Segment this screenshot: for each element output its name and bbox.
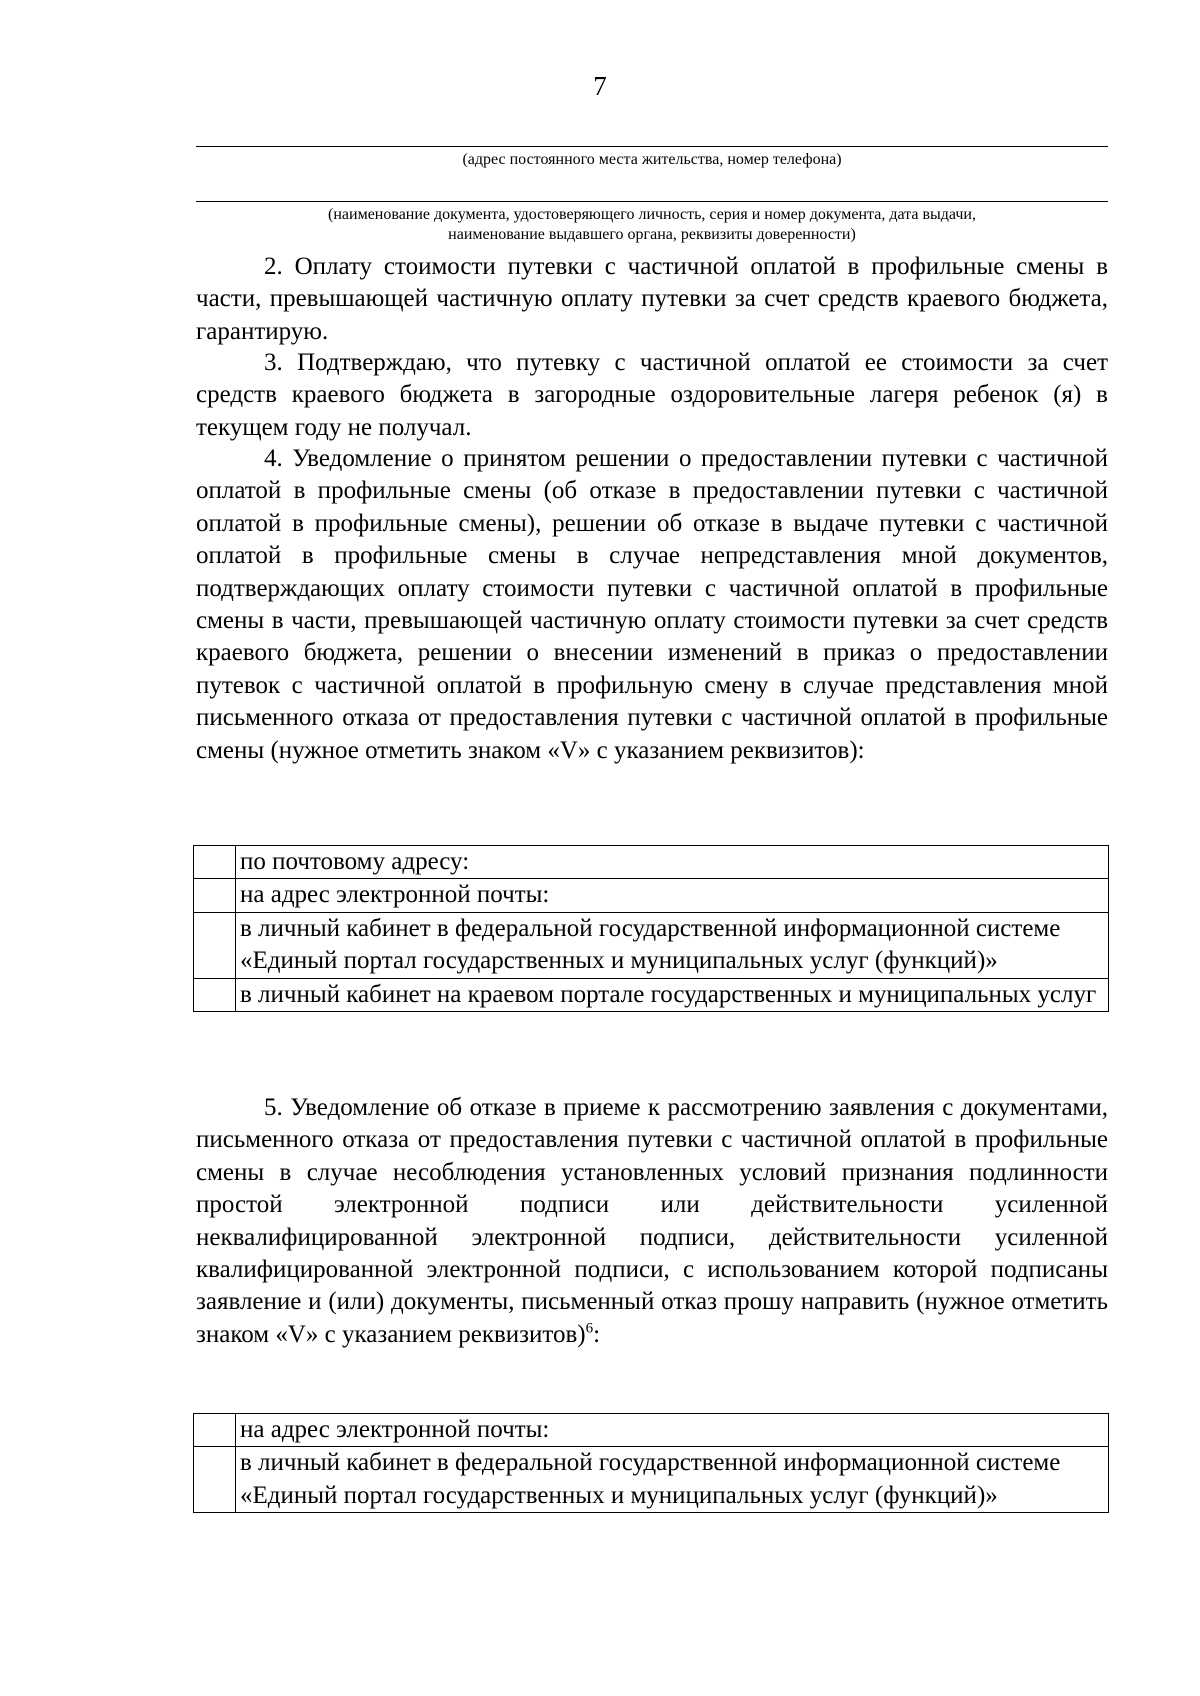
identity-document-caption-line2: наименование выдавшего органа, реквизиты доверенности) [448, 226, 856, 243]
table-row [194, 879, 1109, 912]
footnote-marker: 6 [585, 1320, 594, 1337]
notification-options-table [193, 845, 1109, 1012]
address-caption: (адрес постоянного места жительства, номер телефона) [462, 151, 842, 168]
checkbox-cell-email[interactable] [194, 879, 236, 912]
checkbox-cell-email-refusal[interactable] [194, 1414, 236, 1447]
paragraph-2: 2. Оплату стоимости путевки с частичной оплатой в профильные смены в части, превышающей частичную оплату путевки за счет средств краевого бюджета, гарантирую. [196, 253, 1108, 345]
table-row [194, 1414, 1109, 1447]
table-row [194, 912, 1109, 978]
paragraph-5-end: : [593, 1320, 601, 1348]
checkbox-cell-postal-address[interactable] [194, 846, 236, 879]
option-regional-portal: в личный кабинет на краевом портале государственных и муниципальных услуг [236, 978, 1109, 1011]
option-email: на адрес электронной почты: [236, 879, 1109, 912]
checkbox-cell-federal-portal-refusal[interactable] [194, 1447, 236, 1513]
paragraph-3: 3. Подтверждаю, что путевку с частичной оплатой ее стоимости за счет средств краевого бюджета в загородные оздоровительные лагеря ребенок (я) в текущем году не получал. [196, 349, 1108, 441]
option-postal-address: по почтовому адресу: [236, 846, 1109, 879]
table-row [194, 978, 1109, 1011]
refusal-notification-options-table [193, 1413, 1109, 1513]
checkbox-cell-federal-portal[interactable] [194, 912, 236, 978]
page-number: 7 [593, 71, 607, 101]
option-federal-portal: в личный кабинет в федеральной государственной информационной системе «Единый портал государственных и муниципальных услуг (функций)» [236, 912, 1109, 978]
option-email-refusal: на адрес электронной почты: [236, 1414, 1109, 1447]
checkbox-cell-regional-portal[interactable] [194, 978, 236, 1011]
option-federal-portal-refusal: в личный кабинет в федеральной государственной информационной системе «Единый портал государственных и муниципальных услуг (функций)» [236, 1447, 1109, 1513]
identity-document-caption-line1: (наименование документа, удостоверяющего личность, серия и номер документа, дата выдачи, [328, 206, 976, 223]
table-row [194, 846, 1109, 879]
paragraph-5-text: 5. Уведомление об отказе в приеме к рассмотрению заявления с документами, письменного отказа от предоставления путевки с частичной оплатой в профильные смены в случае несоблюдения установленных условий признания подлинности простой электронной подписи или действительности усиленной неквалифицированной электронной подписи, действительности усиленной квалифицированной электронной подписи, с использованием которой подписаны заявление и (или) документы, письменный отказ прошу направить (нужное отметить знаком «V» с указанием реквизитов) [196, 1094, 1108, 1348]
paragraph-5 [196, 1092, 1108, 1351]
identity-document-field-line [196, 201, 1108, 202]
paragraph-4: 4. Уведомление о принятом решении о предоставлении путевки с частичной оплатой в профильные смены (об отказе в предоставлении путевки с частичной оплатой в профильные смены), решении об отказе в выдаче путевки с частичной оплатой в профильные смены в случае непредставления мной документов, подтверждающих оплату стоимости путевки с частичной оплатой в профильные смены в части, превышающей частичную оплату стоимости путевки за счет средств краевого бюджета, решении о внесении изменений в приказ о предоставлении путевок с частичной оплатой в профильную смену в случае представления мной письменного отказа от предоставления путевки с частичной оплатой в профильные смены (нужное отметить знаком «V» с указанием реквизитов): [196, 445, 1108, 764]
address-field-line [196, 146, 1108, 147]
table-row [194, 1447, 1109, 1513]
